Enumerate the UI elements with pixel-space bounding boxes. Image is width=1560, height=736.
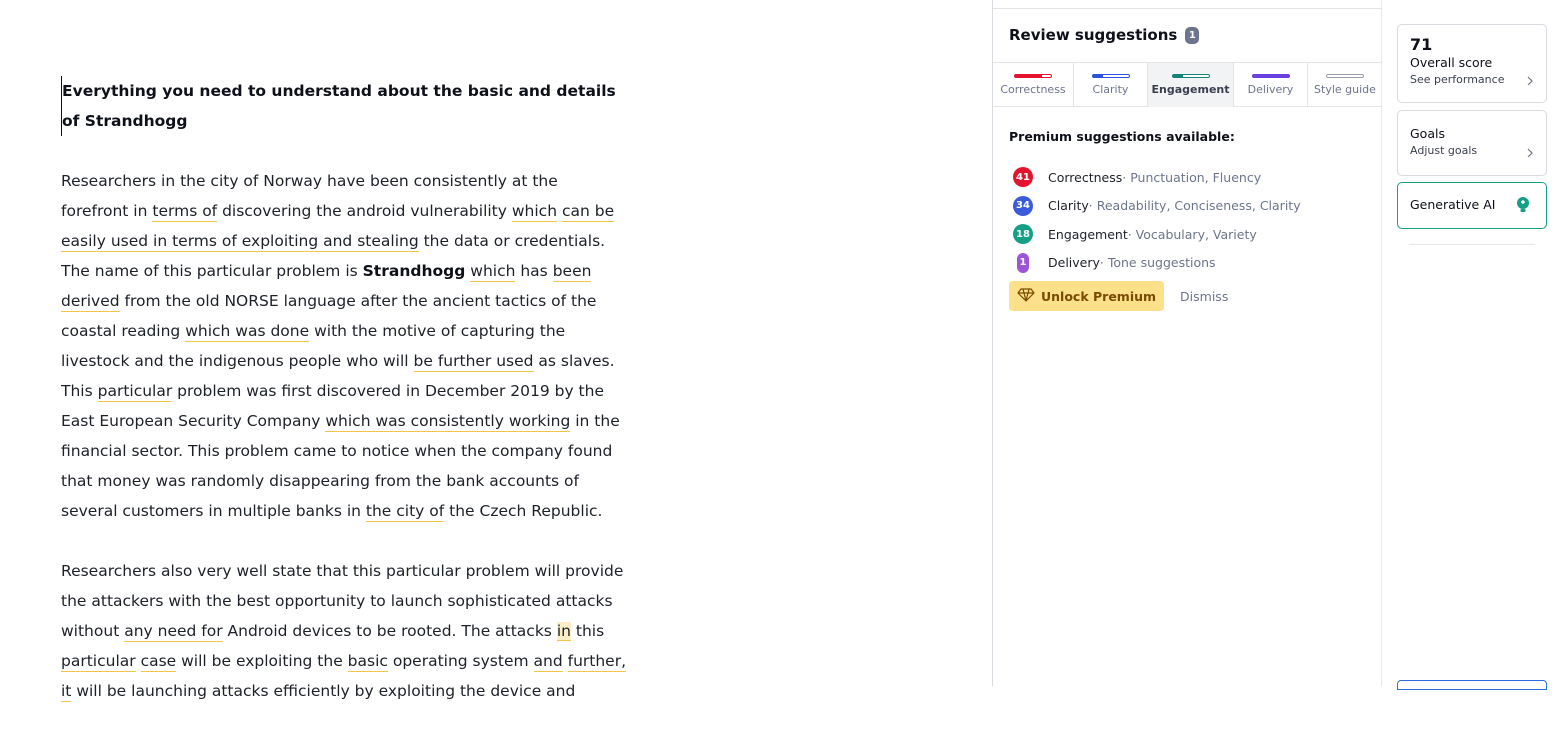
paragraph-2[interactable] (61, 556, 626, 706)
tab-label: Clarity (1092, 83, 1129, 96)
suggestion-underline[interactable]: particular (61, 652, 136, 670)
tab-label: Correctness (1000, 83, 1066, 96)
text: discovering the android vulnerability (217, 202, 512, 220)
diamond-icon (1017, 288, 1035, 305)
lightbulb-icon (1516, 197, 1530, 211)
text (563, 652, 568, 670)
divider (993, 8, 1382, 9)
suggestion-underline[interactable]: basic (347, 652, 388, 670)
score-bar (1092, 74, 1130, 78)
category-details: · Vocabulary, Variety (1127, 226, 1257, 242)
suggestion-underline[interactable]: and (533, 652, 563, 670)
review-header (1009, 26, 1199, 44)
tab-label: Delivery (1247, 83, 1294, 96)
text: Researchers in the city of Norway have been consistently at the forefront in (61, 172, 558, 220)
score-bar (1014, 74, 1052, 78)
text: Android devices to be rooted. The attacks (222, 622, 557, 640)
unlock-label: Unlock Premium (1041, 288, 1157, 304)
text: in the financial sector. This problem came to notice when the company found that money was randomly disappearing from the bank accounts of several customers in multiple banks in (61, 412, 620, 520)
adjust-goals-link[interactable]: Adjust goals (1410, 144, 1478, 157)
premium-category-list (1013, 163, 1301, 277)
premium-actions (1009, 281, 1228, 311)
suggestion-underline[interactable]: terms of (152, 202, 218, 220)
category-details: · Tone suggestions (1099, 255, 1216, 271)
category-tabs (993, 62, 1382, 107)
text: has (515, 262, 553, 280)
overall-score-card[interactable] (1397, 24, 1547, 103)
overall-score-label: Overall score (1410, 55, 1493, 70)
suggestion-underline[interactable]: been derived (61, 262, 592, 310)
tab-label: Style guide (1314, 83, 1376, 96)
suggestion-underline[interactable]: particular (97, 382, 173, 400)
rail-bottom-button[interactable] (1397, 680, 1547, 690)
suggestion-underline[interactable]: any need for (124, 622, 223, 640)
tab-delivery[interactable] (1234, 63, 1308, 107)
review-panel (992, 0, 1382, 686)
text: Researchers also very well state that this particular problem will provide the attackers with the best opportunity to launch sophisticated attacks without (61, 562, 624, 640)
category-name: Clarity (1048, 198, 1089, 214)
tab-engagement[interactable] (1148, 63, 1234, 107)
list-item (1013, 192, 1301, 221)
overall-score-value: 71 (1410, 35, 1433, 54)
list-item (1013, 249, 1301, 278)
right-rail (1382, 0, 1560, 686)
count-badge: 34 (1013, 196, 1033, 216)
bold-text: Strandhogg (362, 262, 466, 280)
chevron-right-icon (1526, 147, 1534, 161)
category-name: Correctness (1048, 169, 1123, 185)
text: this (570, 622, 605, 640)
suggestion-underline[interactable]: be further used (413, 352, 534, 370)
category-name: Engagement (1048, 226, 1128, 242)
count-badge: 18 (1013, 224, 1033, 244)
document-body[interactable] (61, 76, 626, 736)
score-bar (1172, 74, 1210, 78)
text: the data or credentials. The name of this particular problem is (61, 232, 606, 280)
paragraph-1[interactable] (61, 166, 626, 526)
goals-label: Goals (1410, 126, 1445, 141)
tab-style-guide[interactable] (1308, 63, 1382, 107)
list-item (1013, 163, 1301, 192)
text: will be exploiting the (176, 652, 348, 670)
suggestion-underline[interactable]: which was consistently working (325, 412, 571, 430)
unlock-premium-button[interactable] (1009, 281, 1164, 311)
suggestion-count-badge: 1 (1185, 27, 1199, 44)
text: operating system (387, 652, 534, 670)
generative-ai-label: Generative AI (1410, 197, 1496, 212)
chevron-right-icon (1526, 75, 1534, 89)
suggestion-underline[interactable]: can be easily used in terms of exploiting and stealing (61, 202, 615, 250)
count-badge: 41 (1013, 167, 1033, 187)
category-name: Delivery (1048, 255, 1100, 271)
goals-card[interactable] (1397, 110, 1547, 176)
text: problem was first discovered in December 2019 by the East European Security Company (61, 382, 604, 430)
text: the Czech Republic. (444, 502, 603, 520)
document-title[interactable]: Everything you need to understand about the basic and details of Strandhogg (61, 76, 626, 136)
list-item (1013, 220, 1301, 249)
category-details: · Readability, Conciseness, Clarity (1088, 198, 1301, 214)
divider (1409, 244, 1535, 245)
suggestion-underline[interactable]: which (511, 202, 558, 220)
dismiss-button[interactable]: Dismiss (1180, 288, 1229, 304)
premium-title: Premium suggestions available: (1009, 129, 1235, 144)
review-title: Review suggestions (1009, 26, 1178, 44)
count-badge: 1 (1017, 253, 1029, 273)
score-bar (1326, 74, 1364, 78)
suggestion-underline[interactable]: further, it (61, 652, 627, 700)
see-performance-link[interactable]: See performance (1410, 73, 1505, 86)
generative-ai-button[interactable] (1397, 182, 1547, 229)
score-bar (1252, 74, 1290, 78)
suggestion-highlight[interactable]: in (556, 622, 571, 640)
tab-correctness[interactable] (993, 63, 1074, 107)
text: with the motive of capturing the livestock and the indigenous people who will (61, 322, 566, 370)
text: as slaves. This (61, 352, 615, 400)
tab-label: Engagement (1151, 83, 1230, 96)
text: from the old NORSE language after the ancient tactics of the coastal reading (61, 292, 597, 340)
suggestion-underline[interactable]: which (470, 262, 516, 280)
suggestion-underline[interactable]: which was done (185, 322, 310, 340)
tab-clarity[interactable] (1074, 63, 1148, 107)
suggestion-underline[interactable]: the city of (365, 502, 445, 520)
text: will be launching attacks efficiently by exploiting the device and (71, 682, 576, 700)
category-details: · Punctuation, Fluency (1122, 169, 1262, 185)
suggestion-underline[interactable]: case (140, 652, 177, 670)
text (136, 652, 141, 670)
